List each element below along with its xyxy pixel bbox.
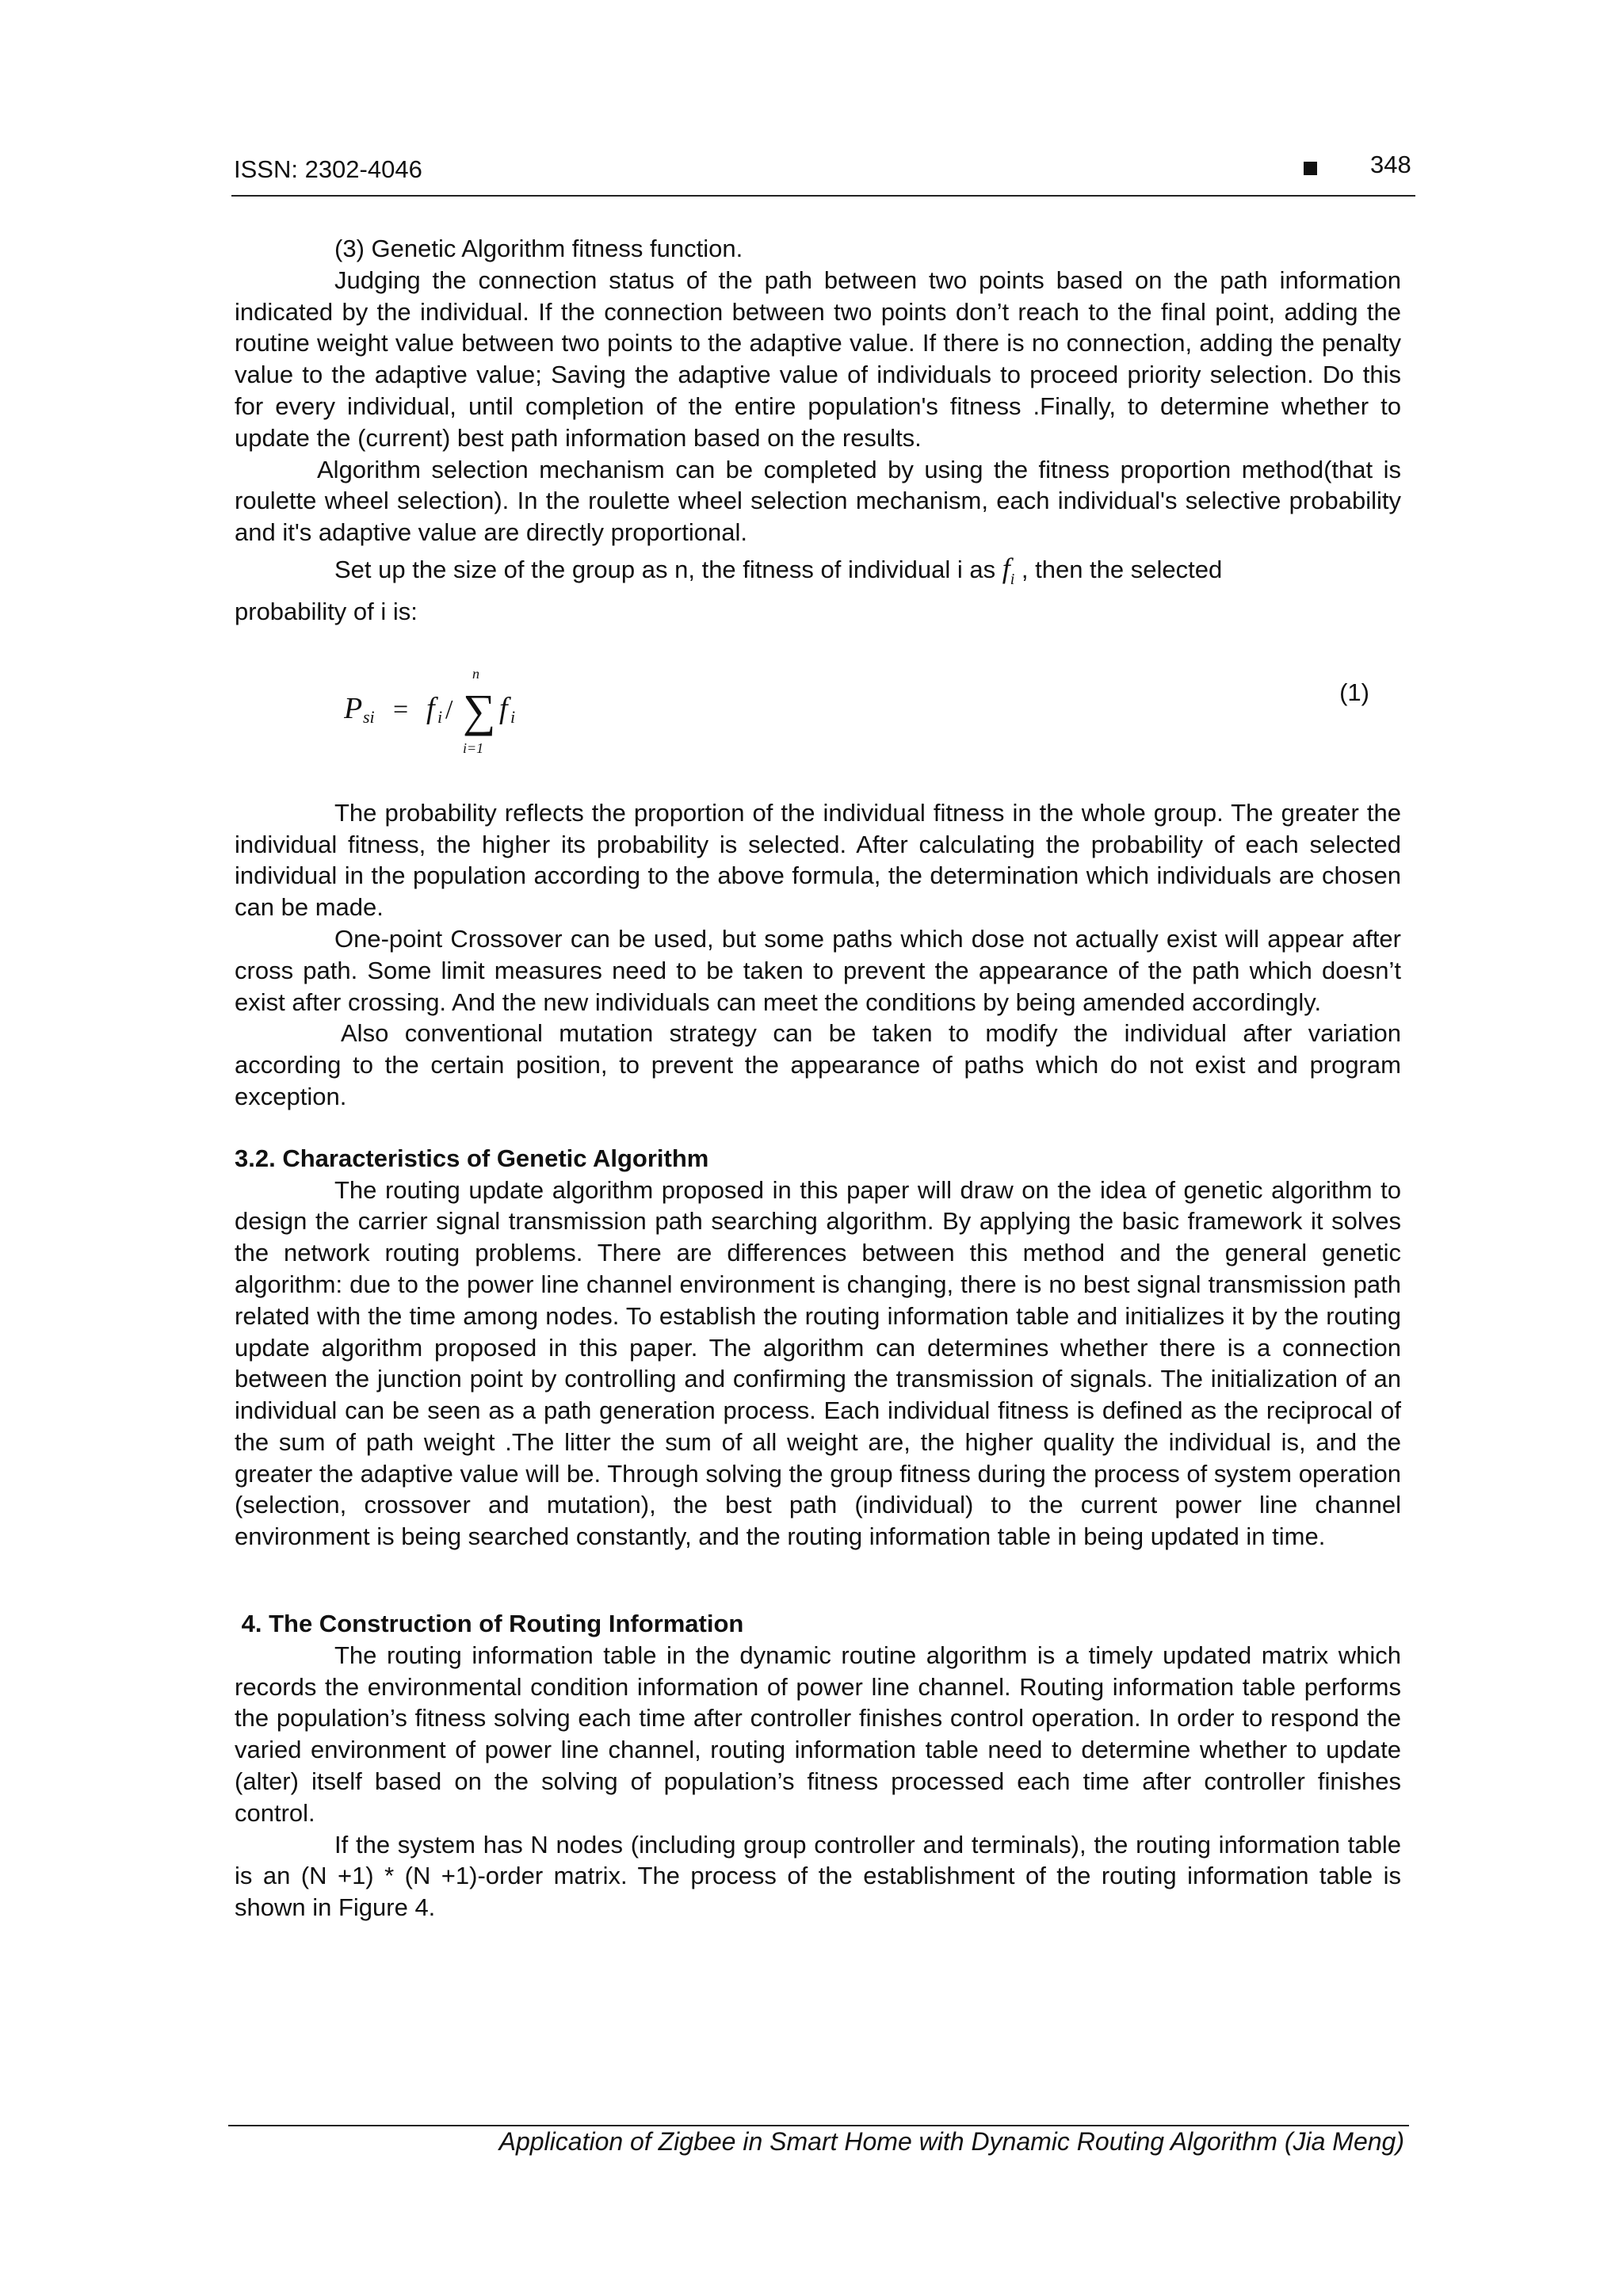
- formula-slash: /: [445, 694, 453, 724]
- paragraph-selection-line2: probability of i is:: [235, 597, 418, 625]
- paragraph-matrix: If the system has N nodes (including group controller and terminals), the routing information table is an (N +1) * (N +1)-order matrix. The process of the establishment of the routing information table is shown in Figure 4.: [235, 1830, 1401, 1922]
- inline-math-fi: $f_i$: [1002, 552, 1015, 589]
- equation-number: (1): [1339, 678, 1369, 706]
- footer-rule: [228, 2125, 1409, 2126]
- paragraph-selection-setup: [235, 553, 1401, 596]
- paragraph-fitness-description: Judging the connection status of the path between two points based on the path information indicated by the individual. If the connection between two points don’t reach to the final point, adding the routine weight value between two points to the adaptive value. If there is no connection, adding the penalty value to the adaptive value; Saving the adaptive value of individuals to proceed priority selection. Do this for every individual, until completion of the entire population's fitness .Finally, to determine whether to update the (current) best path information based on the results.: [235, 266, 1401, 452]
- footer-citation: Application of Zigbee in Smart Home with Dynamic Routing Algorithm (Jia Meng): [498, 2127, 1404, 2156]
- formula-lhs: P: [344, 691, 363, 725]
- formula-sigma: ∑: [463, 684, 496, 736]
- paragraph-characteristics: The routing update algorithm proposed in this paper will draw on the idea of genetic algorithm to design the carrier signal transmission path searching algorithm. By applying the basic framework it solves the network routing problems. There are differences between this method and the general genetic algorithm: due to the power line channel environment is changing, there is no best signal transmission path related with the time among nodes. To establish the routing information table and initializes it by the routing update algorithm proposed in this paper. The algorithm can determines whether there is a connection between the junction point by controlling and confirming the transmission of signals. The initialization of an individual can be seen as a path generation process. Each individual fitness is defined as the reciprocal of the sum of path weight .The litter the sum of all weight are, the higher quality the individual is, and the greater the adaptive value will be. Through solving the group fitness during the process of system operation (selection, crossover and mutation), the best path (individual) to the current power line channel environment is being searched constantly, and the routing information table in being updated in time.: [235, 1175, 1401, 1551]
- formula-equals: =: [393, 694, 409, 724]
- section-heading-4: 4. The Construction of Routing Information: [235, 1610, 744, 1638]
- paragraph-selection-mechanism: Algorithm selection mechanism can be completed by using the fitness proportion method(that is roulette wheel selection). In the roulette wheel selection mechanism, each individual's selective probability and it's adaptive value are directly proportional.: [235, 455, 1401, 547]
- issn-label: ISSN: 2302-4046: [234, 155, 422, 183]
- square-bullet-icon: [1304, 162, 1317, 175]
- formula-f2: f: [499, 691, 508, 725]
- page-header: [234, 151, 1415, 197]
- formula-f1-sub: i: [437, 706, 443, 727]
- formula-f1: f: [426, 691, 435, 725]
- article-body: [235, 233, 1401, 1924]
- paragraph-crossover: One-point Crossover can be used, but some paths which dose not actually exist will appear after cross path. Some limit measures need to be taken to prevent the appearance of the path which doesn’t exist after crossing. And the new individuals can meet the conditions by being amended accordingly.: [235, 924, 1401, 1016]
- section-heading-3-2: 3.2. Characteristics of Genetic Algorithm: [235, 1144, 709, 1172]
- paragraph-fitness-title: (3) Genetic Algorithm fitness function.: [334, 235, 743, 262]
- formula-f2-sub: i: [510, 706, 516, 727]
- formula-sum-lower: i=1: [463, 739, 484, 756]
- probability-formula: [344, 655, 661, 774]
- formula-sum-upper: n: [472, 665, 479, 682]
- header-rule: [231, 195, 1415, 197]
- equation-block: [235, 655, 1401, 774]
- paragraph-mutation: Also conventional mutation strategy can be taken to modify the individual after variation according to the certain position, to prevent the appearance of paths which do not exist and program exception.: [235, 1019, 1401, 1110]
- formula-lhs-sub: si: [363, 706, 375, 727]
- paragraph-probability: The probability reflects the proportion of the individual fitness in the whole group. The greater the individual fitness, the higher its probability is selected. After calculating the probability of each selected individual in the population according to the above formula, the determination which individuals are chosen can be made.: [235, 798, 1401, 922]
- page-number: 348: [1370, 151, 1411, 178]
- selection-text-after: , then the selected: [1014, 555, 1223, 583]
- paragraph-routing-table: The routing information table in the dynamic routine algorithm is a timely updated matrix which records the environmental condition information of power line channel. Routing information table performs the population’s fitness solving each time after controller finishes control operation. In order to respond the varied environment of power line channel, routing information table need to determine whether to update (alter) itself based on the solving of population’s fitness processed each time after controller finishes control.: [235, 1641, 1401, 1827]
- selection-text-before: Set up the size of the group as n, the fitness of individual i as: [334, 555, 1002, 583]
